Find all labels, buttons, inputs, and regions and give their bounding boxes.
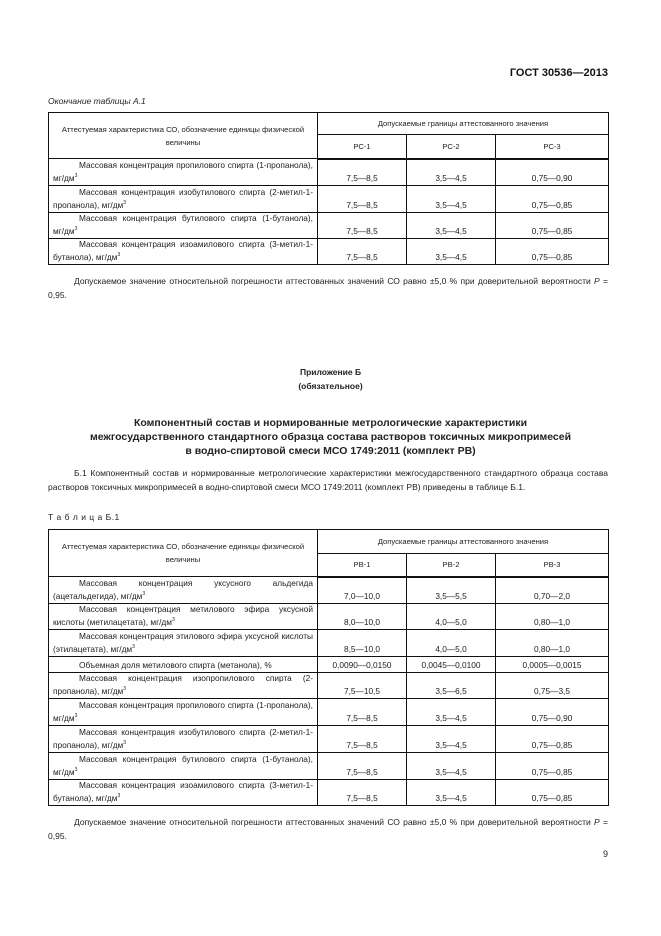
characteristic-label: Массовая концентрация этилового эфира уксусной кислоты (этилацетата), мг/дм bbox=[53, 631, 313, 654]
value-cell: 7,5—10,5 bbox=[318, 673, 407, 699]
superscript: 3 bbox=[123, 740, 127, 747]
characteristic-cell bbox=[49, 699, 318, 726]
table-b1-note bbox=[48, 815, 608, 843]
value-cell: 7,5—8,5 bbox=[318, 753, 407, 780]
value-cell: 0,0045—0,0100 bbox=[407, 657, 496, 673]
value-cell: 4,0—5,0 bbox=[407, 630, 496, 657]
value-cell: 7,5—8,5 bbox=[318, 186, 407, 213]
characteristic-cell bbox=[49, 780, 318, 806]
characteristic-label: Массовая концентрация изопропилового спирта (2-пропанола), мг/дм bbox=[53, 673, 313, 696]
superscript: 3 bbox=[142, 591, 146, 598]
characteristic-cell bbox=[49, 630, 318, 657]
value-cell: 8,5—10,0 bbox=[318, 630, 407, 657]
table-row bbox=[49, 753, 609, 780]
characteristic-cell bbox=[49, 726, 318, 753]
value-cell: 3,5—4,5 bbox=[407, 699, 496, 726]
value-cell: 8,0—10,0 bbox=[318, 604, 407, 630]
note-variable: P bbox=[594, 817, 600, 827]
note-text: Допускаемое значение относительной погрешности аттестованных значений СО равно ±5,0 % при доверительной вероятности bbox=[74, 817, 595, 827]
column-header: РВ-3 bbox=[496, 554, 609, 577]
table-row bbox=[49, 630, 609, 657]
superscript: 3 bbox=[132, 644, 135, 651]
superscript: 3 bbox=[117, 252, 121, 259]
characteristic-cell bbox=[49, 753, 318, 780]
note-variable: P bbox=[594, 276, 600, 286]
value-cell: 3,5—4,5 bbox=[407, 753, 496, 780]
characteristic-label: Массовая концентрация уксусного альдегида (ацетальдегида), мг/дм bbox=[53, 578, 313, 601]
superscript: 3 bbox=[123, 686, 127, 693]
column-header: РВ-1 bbox=[318, 554, 407, 577]
table-row bbox=[49, 699, 609, 726]
value-cell: 3,5—4,5 bbox=[407, 780, 496, 806]
page-number: 9 bbox=[602, 849, 608, 859]
value-cell: 3,5—5,5 bbox=[407, 577, 496, 604]
column-header-characteristic: Аттестуемая характеристика СО, обозначение единицы физической величины bbox=[49, 530, 318, 577]
column-header: РС-3 bbox=[496, 135, 609, 159]
note-text-end: = 0,95. bbox=[48, 276, 608, 300]
table-row bbox=[49, 186, 609, 213]
value-cell: 3,5—4,5 bbox=[407, 159, 496, 186]
characteristic-cell bbox=[49, 186, 318, 213]
value-cell: 3,5—4,5 bbox=[407, 213, 496, 239]
superscript: 3 bbox=[74, 713, 78, 720]
column-header-characteristic: Аттестуемая характеристика СО, обозначение единицы физической величины bbox=[49, 113, 318, 159]
characteristic-label: Массовая концентрация изобутилового спирта (2-метил-1-пропанола), мг/дм bbox=[53, 727, 313, 750]
characteristic-label: Массовая концентрация изобутилового спирта (2-метил-1-пропанола), мг/дм bbox=[53, 187, 313, 210]
characteristic-label: Массовая концентрация бутилового спирта (1-бутанола), мг/дм bbox=[53, 754, 313, 777]
table-b1 bbox=[48, 529, 609, 806]
table-a1 bbox=[48, 112, 609, 265]
characteristic-cell bbox=[49, 673, 318, 699]
value-cell: 0,75—0,85 bbox=[496, 213, 609, 239]
column-header: РС-1 bbox=[318, 135, 407, 159]
appendix-title-line-2: межгосударственного стандартного образца состава растворов токсичных микропримесей bbox=[89, 431, 572, 443]
superscript: 3 bbox=[74, 767, 78, 774]
value-cell: 3,5—4,5 bbox=[407, 239, 496, 265]
value-cell: 0,75—0,85 bbox=[496, 239, 609, 265]
table-row bbox=[49, 604, 609, 630]
superscript: 3 bbox=[171, 617, 175, 624]
table-a1-note bbox=[48, 274, 608, 302]
value-cell: 3,5—4,5 bbox=[407, 186, 496, 213]
value-cell: 0,0090—0,0150 bbox=[318, 657, 407, 673]
characteristic-cell bbox=[49, 213, 318, 239]
column-header: РВ-2 bbox=[407, 554, 496, 577]
table-a1-caption: Окончание таблицы А.1 bbox=[48, 96, 146, 106]
value-cell: 7,5—8,5 bbox=[318, 699, 407, 726]
superscript: 3 bbox=[74, 226, 78, 233]
value-cell: 0,75—0,90 bbox=[496, 159, 609, 186]
table-row bbox=[49, 780, 609, 806]
note-text: Допускаемое значение относительной погрешности аттестованных значений СО равно ±5,0 % при доверительной вероятности bbox=[74, 276, 595, 286]
characteristic-label: Объемная доля метилового спирта (метанола), % bbox=[79, 659, 272, 670]
characteristic-cell bbox=[49, 239, 318, 265]
superscript: 3 bbox=[74, 173, 78, 180]
value-cell: 0,75—0,85 bbox=[496, 726, 609, 753]
value-cell: 0,80—1,0 bbox=[496, 630, 609, 657]
value-cell: 0,0005—0,0015 bbox=[496, 657, 609, 673]
note-text-end: = 0,95. bbox=[48, 817, 608, 841]
value-cell: 7,5—8,5 bbox=[318, 780, 407, 806]
table-row bbox=[49, 577, 609, 604]
table-row bbox=[49, 657, 609, 673]
value-cell: 0,75—0,85 bbox=[496, 780, 609, 806]
value-cell: 7,5—8,5 bbox=[318, 239, 407, 265]
table-b1-caption: Т а б л и ц а Б.1 bbox=[48, 512, 120, 522]
value-cell: 7,5—8,5 bbox=[318, 159, 407, 186]
superscript: 3 bbox=[117, 793, 121, 800]
appendix-title-line-3: в водно-спиртовой смеси МСО 1749:2011 (комплект РВ) bbox=[185, 445, 476, 457]
value-cell: 0,75—3,5 bbox=[496, 673, 609, 699]
column-group-header: Допускаемые границы аттестованного значения bbox=[318, 113, 609, 135]
value-cell: 4,0—5,0 bbox=[407, 604, 496, 630]
appendix-intro: Б.1 Компонентный состав и нормированные метрологические характеристики межгосударственного стандартного образца состава растворов токсичных микропримесей в водно-спиртовой смеси МСО 1749:2011 (комплект РВ) приведены в таблице Б.1. bbox=[48, 468, 608, 492]
superscript: 3 bbox=[123, 200, 127, 207]
appendix-title-line-1: Компонентный состав и нормированные метрологические характеристики bbox=[133, 417, 528, 429]
value-cell: 3,5—6,5 bbox=[407, 673, 496, 699]
characteristic-cell bbox=[49, 159, 318, 186]
table-row bbox=[49, 239, 609, 265]
appendix-status: (обязательное) bbox=[298, 381, 363, 391]
characteristic-cell bbox=[49, 577, 318, 604]
value-cell: 7,5—8,5 bbox=[318, 726, 407, 753]
characteristic-cell bbox=[49, 657, 318, 673]
characteristic-label: Массовая концентрация метилового эфира уксусной кислоты (метилацетата), мг/дм bbox=[53, 604, 313, 627]
value-cell: 0,75—0,85 bbox=[496, 753, 609, 780]
appendix-label: Приложение Б bbox=[299, 367, 362, 377]
column-header: РС-2 bbox=[407, 135, 496, 159]
value-cell: 0,80—1,0 bbox=[496, 604, 609, 630]
value-cell: 3,5—4,5 bbox=[407, 726, 496, 753]
table-row bbox=[49, 159, 609, 186]
value-cell: 0,75—0,85 bbox=[496, 186, 609, 213]
column-group-header: Допускаемые границы аттестованного значения bbox=[318, 530, 609, 554]
standard-number: ГОСТ 30536—2013 bbox=[509, 67, 608, 79]
characteristic-cell bbox=[49, 604, 318, 630]
value-cell: 7,5—8,5 bbox=[318, 213, 407, 239]
value-cell: 7,0—10,0 bbox=[318, 577, 407, 604]
value-cell: 0,75—0,90 bbox=[496, 699, 609, 726]
value-cell: 0,70—2,0 bbox=[496, 577, 609, 604]
characteristic-label: Массовая концентрация бутилового спирта (1-бутанола), мг/дм bbox=[53, 213, 313, 236]
table-row bbox=[49, 726, 609, 753]
characteristic-label: Массовая концентрация изоамилового спирта (3-метил-1-бутанола), мг/дм bbox=[53, 239, 313, 262]
characteristic-label: Массовая концентрация изоамилового спирта (3-метил-1-бутанола), мг/дм bbox=[53, 780, 313, 803]
characteristic-label: Массовая концентрация пропилового спирта (1-пропанола), мг/дм bbox=[53, 700, 313, 723]
characteristic-label: Массовая концентрация пропилового спирта (1-пропанола), мг/дм bbox=[53, 160, 313, 183]
table-row bbox=[49, 213, 609, 239]
table-row bbox=[49, 673, 609, 699]
